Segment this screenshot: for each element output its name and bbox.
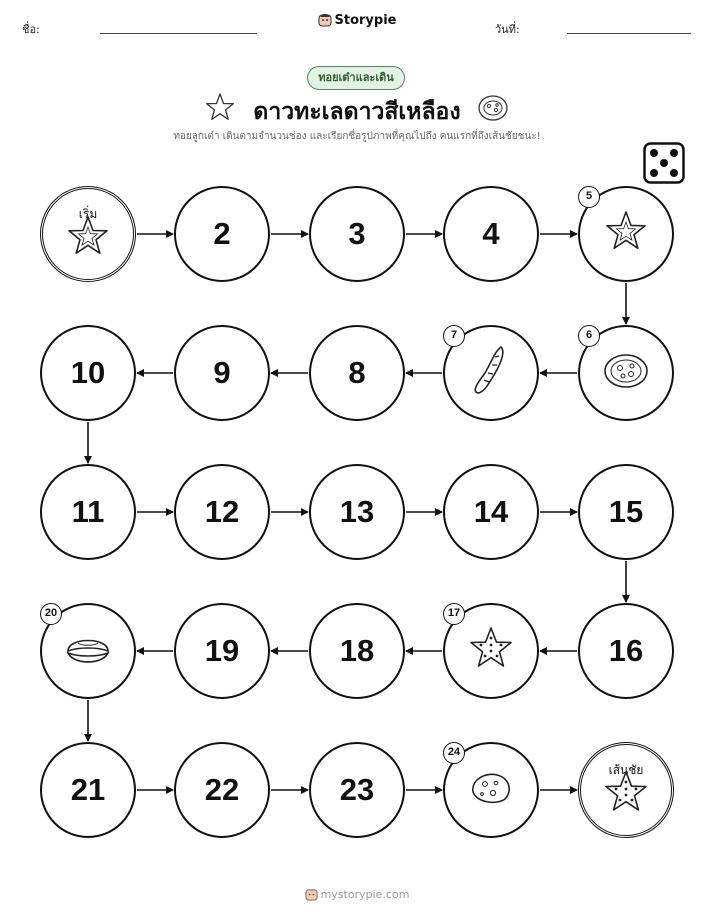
board-space-8[interactable]	[309, 325, 405, 421]
space-number: 4	[482, 216, 500, 251]
space-number-badge: 20	[40, 603, 62, 625]
starfish-icon	[603, 209, 649, 259]
board-space-21[interactable]	[40, 742, 136, 838]
board-space-3[interactable]	[309, 186, 405, 282]
space-number: 18	[339, 633, 375, 668]
finish-space[interactable]	[578, 742, 674, 838]
space-number: 13	[339, 494, 375, 529]
footer	[0, 888, 714, 904]
space-number: 16	[608, 633, 644, 668]
sea-cucumber-icon	[471, 343, 511, 403]
brand-name: Storypie	[334, 13, 397, 28]
page-title: ดาวทะเลดาวสีเหลือง	[253, 99, 461, 125]
space-number: 15	[608, 494, 644, 529]
spotted-starfish-icon	[602, 769, 650, 821]
finish-label: เส้นชัย	[608, 763, 644, 777]
board-space-2[interactable]	[174, 186, 270, 282]
spotted-starfish-icon	[467, 625, 515, 677]
board-space-12[interactable]	[174, 464, 270, 560]
space-number: 14	[473, 494, 509, 529]
space-number: 12	[204, 494, 240, 529]
board-space-11[interactable]	[40, 464, 136, 560]
clam-icon	[64, 629, 112, 673]
start-label: เริ่ม	[78, 207, 98, 221]
space-number-badge: 5	[578, 186, 600, 208]
space-number: 2	[213, 216, 231, 251]
space-number: 8	[348, 355, 366, 390]
space-number: 23	[339, 772, 375, 807]
board-space-18[interactable]	[309, 603, 405, 699]
board-space-6[interactable]	[578, 325, 674, 421]
space-number: 9	[213, 355, 231, 390]
board-space-19[interactable]	[174, 603, 270, 699]
footer-logo-icon	[305, 888, 318, 904]
board-space-22[interactable]	[174, 742, 270, 838]
footer-url[interactable]: mystorypie.com	[320, 888, 410, 901]
coral-icon	[601, 351, 651, 395]
board-space-5[interactable]	[578, 186, 674, 282]
space-number: 10	[70, 355, 106, 390]
board-space-20[interactable]	[40, 603, 136, 699]
board-space-23[interactable]	[309, 742, 405, 838]
space-number: 3	[348, 216, 366, 251]
space-number: 11	[71, 494, 105, 529]
instructions: ทอยลูกเต๋า เดินตามจำนวนช่อง และเรียกชื่อรูปภาพที่คุณไปถึง คนแรกที่ถึงเส้นชัยชนะ!	[173, 131, 541, 142]
space-number-badge: 6	[578, 325, 600, 347]
board-space-13[interactable]	[309, 464, 405, 560]
board-space-15[interactable]	[578, 464, 674, 560]
rock-icon	[467, 769, 515, 811]
start-space[interactable]	[40, 186, 136, 282]
date-label: วันที่:	[495, 23, 520, 36]
board-space-4[interactable]	[443, 186, 539, 282]
space-number-badge: 7	[443, 325, 465, 347]
board-space-16[interactable]	[578, 603, 674, 699]
space-number-badge: 24	[443, 742, 465, 764]
space-number: 21	[70, 772, 106, 807]
board-space-10[interactable]	[40, 325, 136, 421]
space-number-badge: 17	[443, 603, 465, 625]
game-type-tag: ทอยเต๋าและเดิน	[307, 66, 405, 90]
name-label: ชื่อ:	[22, 23, 40, 36]
starfish-icon	[65, 214, 111, 264]
space-number: 22	[204, 772, 240, 807]
space-number: 19	[204, 633, 240, 668]
board-space-17[interactable]	[443, 603, 539, 699]
board-space-7[interactable]	[443, 325, 539, 421]
board-space-24[interactable]	[443, 742, 539, 838]
board-space-9[interactable]	[174, 325, 270, 421]
board-space-14[interactable]	[443, 464, 539, 560]
